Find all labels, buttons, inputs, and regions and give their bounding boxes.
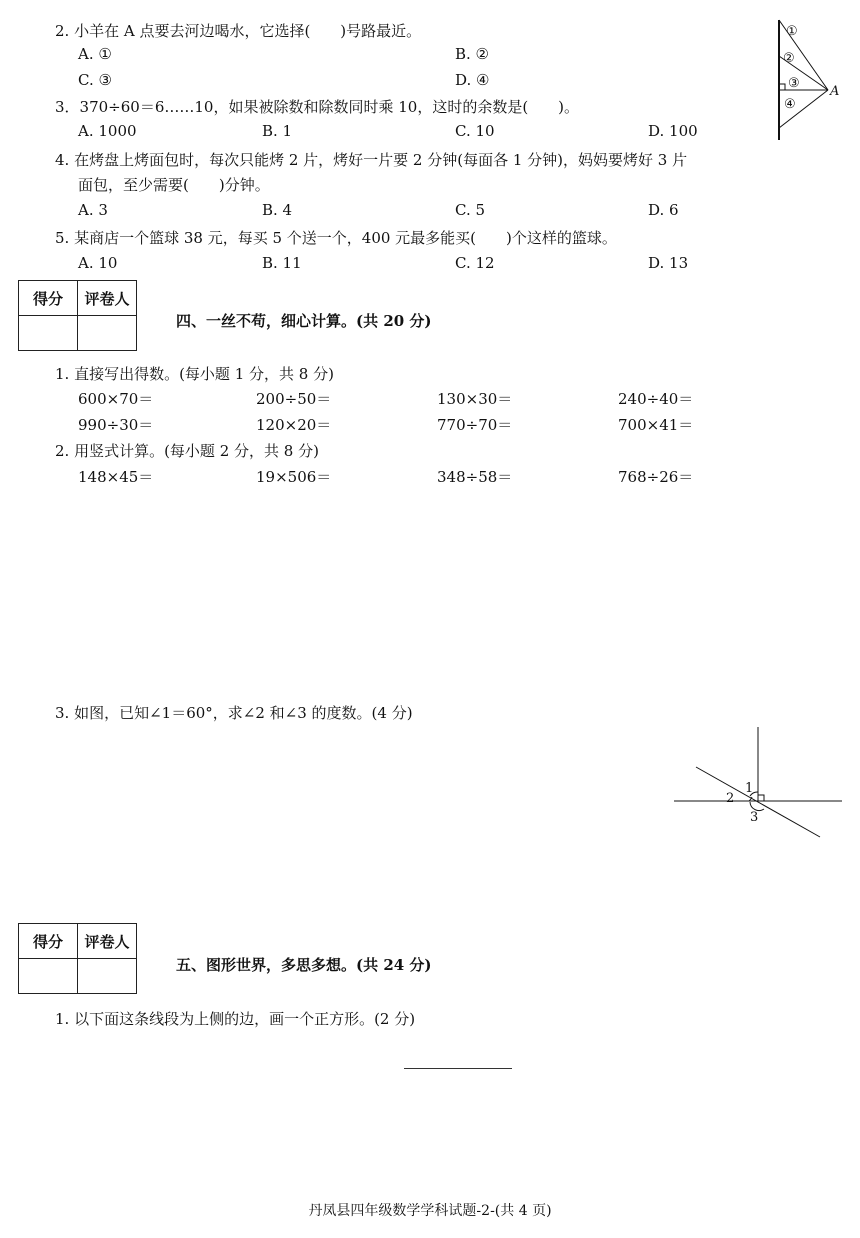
q2-stem: 2. 小羊在 A 点要去河边喝水，它选择( )号路最近。 <box>55 22 422 40</box>
calc-item: 600×70＝ <box>78 390 154 408</box>
grader-label: 评卷人 <box>78 281 137 316</box>
q5-option-b: B. 11 <box>262 254 302 272</box>
page-footer: 丹凤县四年级数学学科试题-2-(共 4 页) <box>308 1203 552 1219</box>
q4-option-d: D. 6 <box>648 201 679 219</box>
q3-stem: 3．370÷60＝6……10，如果被除数和除数同时乘 10，这时的余数是( )。 <box>55 98 580 116</box>
q2-option-d: D. ④ <box>455 71 490 89</box>
path-label-1: ① <box>786 24 798 39</box>
q4-option-b: B. 4 <box>262 201 293 219</box>
vertical-calc-item: 148×45＝ <box>78 468 154 486</box>
path-label-3: ③ <box>788 76 800 91</box>
path-label-4: ④ <box>784 97 796 112</box>
angle-label-3: 3 <box>750 810 759 825</box>
score-label: 得分 <box>19 924 78 959</box>
q4-stem-line2: 面包，至少需要( )分钟。 <box>78 176 270 194</box>
q3-option-a: A. 1000 <box>78 122 137 140</box>
q5-option-a: A. 10 <box>78 254 118 272</box>
vertical-calc-item: 19×506＝ <box>256 468 332 486</box>
q3-option-c: C. 10 <box>455 122 495 140</box>
grader-cell[interactable] <box>78 959 137 994</box>
score-label: 得分 <box>19 281 78 316</box>
calc-item: 120×20＝ <box>256 416 332 434</box>
score-cell[interactable] <box>19 959 78 994</box>
vertical-calc-item: 348÷58＝ <box>437 468 513 486</box>
path-label-2: ② <box>783 51 795 66</box>
sec4-q2-title: 2. 用竖式计算。(每小题 2 分，共 8 分) <box>55 442 319 460</box>
q4-option-c: C. 5 <box>455 201 486 219</box>
q4-stem-line1: 4. 在烤盘上烤面包时，每次只能烤 2 片，烤好一片要 2 分钟(每面各 1 分钟)，妈妈要烤好 3 片 <box>55 151 688 169</box>
sec4-q1-title: 1. 直接写出得数。(每小题 1 分，共 8 分) <box>55 365 334 383</box>
angle-label-1: 1 <box>745 781 754 796</box>
q4-option-a: A. 3 <box>78 201 108 219</box>
q2-option-c: C. ③ <box>78 71 112 89</box>
calc-item: 770÷70＝ <box>437 416 513 434</box>
score-box-sec5 <box>18 923 137 994</box>
sec4-q3-title: 3. 如图，已知∠1＝60°，求∠2 和∠3 的度数。(4 分) <box>55 704 413 722</box>
sec5-title: 五、图形世界，多思多想。(共 24 分) <box>176 956 432 974</box>
calc-item: 240÷40＝ <box>618 390 694 408</box>
q5-option-c: C. 12 <box>455 254 495 272</box>
calc-item: 200÷50＝ <box>256 390 332 408</box>
angle-figure <box>670 725 850 845</box>
score-box-sec4 <box>18 280 137 351</box>
angle-label-2: 2 <box>726 791 735 806</box>
score-cell[interactable] <box>19 316 78 351</box>
calc-item: 700×41＝ <box>618 416 694 434</box>
river-paths-figure <box>770 18 850 143</box>
sec5-q1-title: 1. 以下面这条线段为上侧的边，画一个正方形。(2 分) <box>55 1010 416 1028</box>
q3-option-d: D. 100 <box>648 122 698 140</box>
square-top-segment <box>404 1068 512 1069</box>
q3-option-b: B. 1 <box>262 122 293 140</box>
grader-label: 评卷人 <box>78 924 137 959</box>
q2-option-b: B. ② <box>455 45 490 63</box>
calc-item: 130×30＝ <box>437 390 513 408</box>
q5-option-d: D. 13 <box>648 254 689 272</box>
point-a-label: A <box>830 84 840 99</box>
calc-item: 990÷30＝ <box>78 416 154 434</box>
q5-stem: 5. 某商店一个篮球 38 元，每买 5 个送一个，400 元最多能买( )个这样的篮球。 <box>55 229 617 247</box>
vertical-calc-item: 768÷26＝ <box>618 468 694 486</box>
grader-cell[interactable] <box>78 316 137 351</box>
q2-option-a: A. ① <box>78 45 112 63</box>
sec4-title: 四、一丝不苟，细心计算。(共 20 分) <box>176 312 432 330</box>
